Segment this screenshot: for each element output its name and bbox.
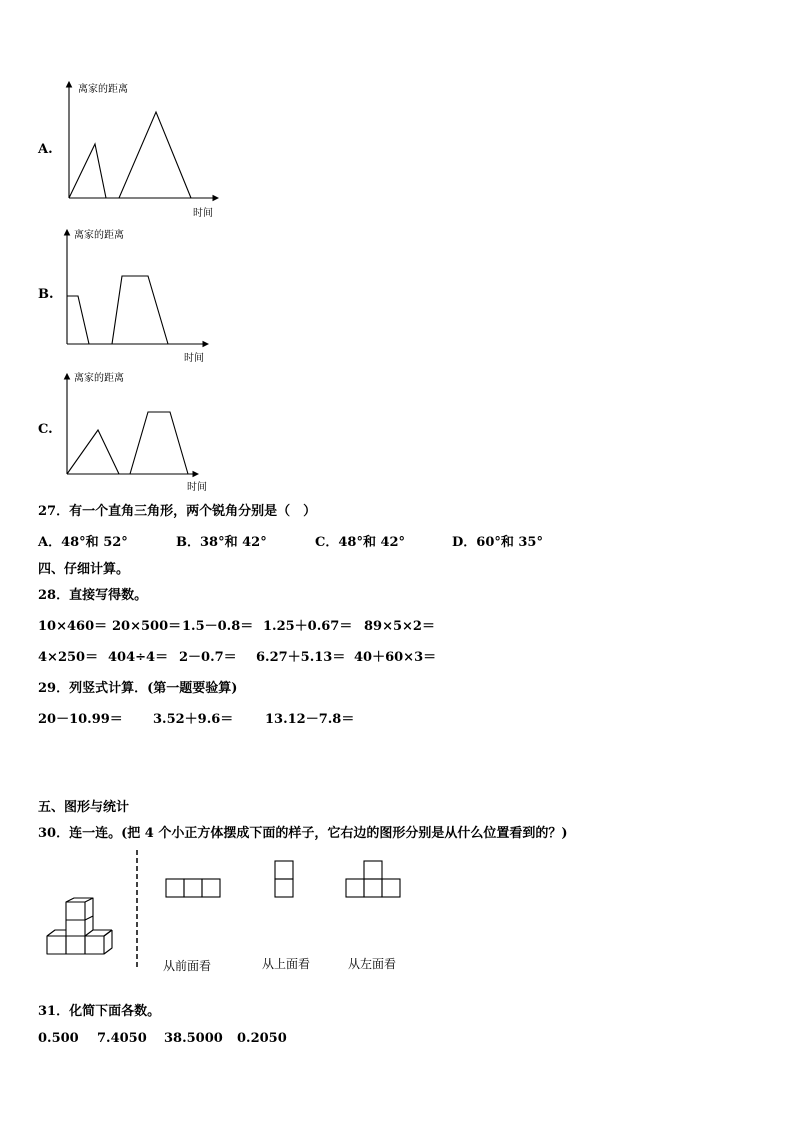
- cube-top-face: [66, 898, 93, 902]
- q28-item: 40＋60×3＝: [354, 650, 437, 665]
- trip-line-1: [67, 296, 89, 344]
- q28-item: 1.25＋0.67＝: [263, 619, 353, 634]
- graph-b: [60, 226, 220, 366]
- cube-front-face: [85, 936, 104, 954]
- q28-item: 2－0.7＝: [179, 650, 237, 665]
- x-axis-label: 时间: [187, 482, 207, 493]
- view-shape-row-of-three: [166, 879, 222, 899]
- x-axis-label: 时间: [184, 353, 204, 364]
- trip-line-2: [119, 112, 191, 198]
- q28-item: 404÷4＝: [108, 650, 169, 665]
- cube-front-face: [47, 936, 66, 954]
- caption-front-view: 从前面看: [163, 959, 212, 973]
- q29-item: 3.52＋9.6＝: [153, 712, 234, 727]
- question-31-stem: 31．化简下面各数。: [38, 1004, 161, 1019]
- trip-line-2: [112, 276, 168, 344]
- q29-item: 20－10.99＝: [38, 712, 123, 727]
- option-a-label: A.: [38, 142, 53, 157]
- q27-option-c: C．48°和 42°: [315, 535, 406, 550]
- dashed-divider: [132, 850, 142, 972]
- question-28-stem: 28．直接写得数。: [38, 588, 148, 603]
- q28-item: 1.5－0.8＝: [182, 619, 254, 634]
- q31-number: 0.500: [38, 1031, 79, 1046]
- q27-option-d: D．60°和 35°: [452, 535, 543, 550]
- y-axis-label: 离家的距离: [78, 84, 128, 95]
- q31-number: 0.2050: [237, 1031, 287, 1046]
- view-shape-column-of-two: [275, 861, 295, 899]
- stacked-cubes-figure: [44, 898, 126, 958]
- q28-item: 6.27＋5.13＝: [256, 650, 346, 665]
- trip-line-1: [67, 430, 119, 474]
- x-axis-label: 时间: [193, 208, 213, 219]
- q27-option-b: B．38°和 42°: [176, 535, 267, 550]
- caption-top-view: 从上面看: [262, 957, 311, 971]
- q28-item: 20×500＝: [112, 619, 182, 634]
- question-27-stem: 27．有一个直角三角形，两个锐角分别是（ ）: [38, 504, 317, 519]
- graph-c: [60, 370, 220, 495]
- q31-number: 38.5000: [164, 1031, 223, 1046]
- cube-front-face: [66, 902, 85, 920]
- y-axis-label: 离家的距离: [74, 230, 124, 241]
- question-30-stem: 30．连一连。(把 4 个小正方体摆成下面的样子，它右边的图形分别是从什么位置看到的？): [38, 826, 568, 841]
- caption-left-view: 从左面看: [348, 957, 397, 971]
- trip-line-1: [69, 144, 106, 198]
- q28-item: 10×460＝: [38, 619, 108, 634]
- section-4-heading: 四、仔细计算。: [38, 562, 130, 577]
- view-shape-t-shape: [346, 861, 404, 899]
- q29-item: 13.12－7.8＝: [265, 712, 355, 727]
- section-5-heading: 五、图形与统计: [38, 800, 130, 815]
- q28-item: 4×250＝: [38, 650, 99, 665]
- option-c-label: C.: [38, 422, 53, 437]
- graph-a: [60, 78, 230, 223]
- q28-item: 89×5×2＝: [364, 619, 435, 634]
- q27-option-a: A．48°和 52°: [38, 535, 128, 550]
- cube-front-face: [66, 936, 85, 954]
- question-29-stem: 29．列竖式计算．(第一题要验算): [38, 681, 238, 696]
- option-b-label: B.: [38, 287, 54, 302]
- q31-number: 7.4050: [97, 1031, 147, 1046]
- y-axis-label: 离家的距离: [74, 373, 124, 384]
- trip-line-2: [130, 412, 188, 474]
